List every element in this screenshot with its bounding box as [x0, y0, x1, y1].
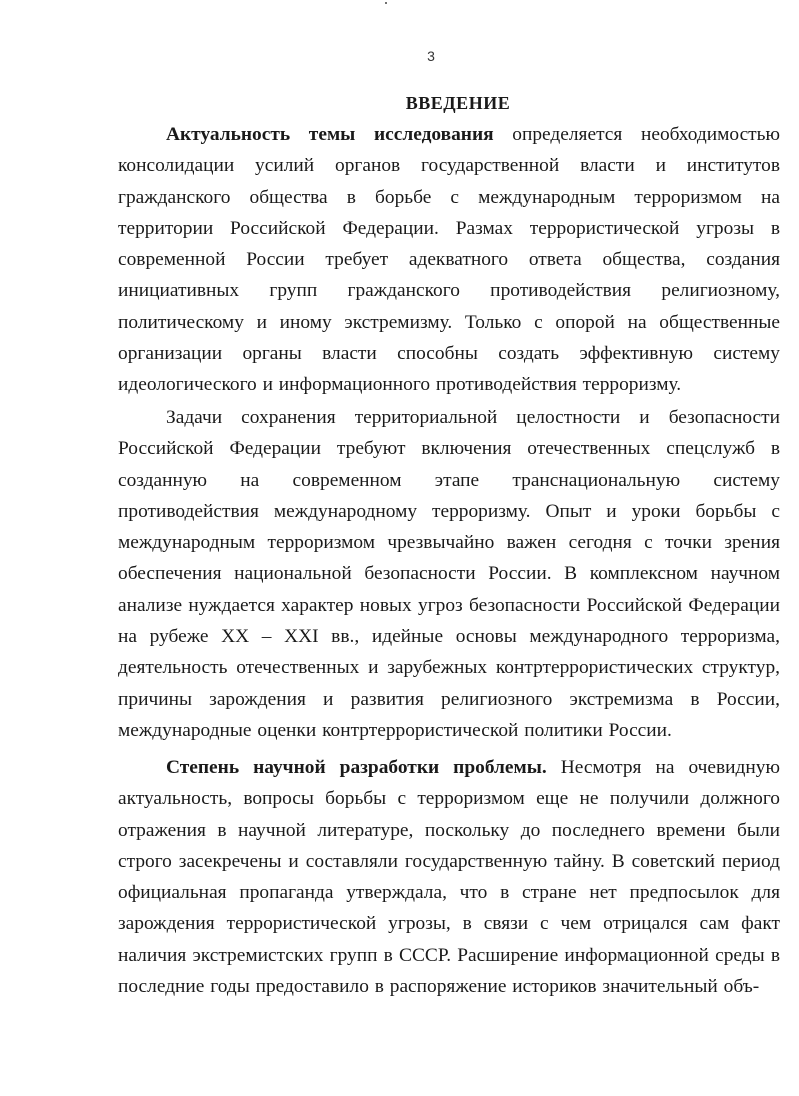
- paragraph-lead: Степень научной разработки проблемы.: [166, 757, 547, 778]
- page-number: 3: [427, 48, 435, 64]
- paragraph-text: Несмотря на очевидную актуальность, вопросы борьбы с терроризмом еще не получили должного отражения в научной литературе, поскольку до последнего времени были строго засекречены и составляли государственную тайну. В советский период официальная пропаганда утверждала, что в стране нет предпосылок для зарождения террористической угрозы, в связи с чем отрицался сам факт наличия экстремистских групп в СССР. Расширение информационной среды в последние годы предоставило в распоряжение историков значительный объ-: [118, 757, 780, 998]
- page-heading: ВВЕДЕНИЕ: [405, 93, 511, 113]
- paragraph-relevance: [118, 119, 780, 401]
- scan-dot: [385, 2, 387, 4]
- paragraph-lead: Актуальность темы исследования: [166, 124, 494, 145]
- paragraph-tasks: [118, 402, 780, 746]
- paragraph-research-degree: [118, 752, 780, 1002]
- paragraph-text: определяется необходимостью консолидации усилий органов государственной власти и институтов гражданского общества в борьбе с международным терроризмом на территории Российской Федерации. Размах террористической угрозы в современной России требует адекватного ответа общества, создания инициативных групп гражданского противодействия религиозному, политическому и иному экстремизму. Только с опорой на общественные организации органы власти способны создать эффективную систему идеологического и информационного противодействия терроризму.: [118, 124, 780, 396]
- paragraph-text: Задачи сохранения территориальной целостности и безопасности Российской Федерации требуют включения отечественных спецслужб в созданную на современном этапе транснациональную систему противодействия международному терроризму. Опыт и уроки борьбы с международным терроризмом чрезвычайно важен сегодня с точки зрения обеспечения национальной безопасности России. В комплексном научном анализе нуждается характер новых угроз безопасности Российской Федерации на рубеже XX – XXI вв., идейные основы международного терроризма, деятельность отечественных и зарубежных контртеррористических структур, причины зарождения и развития религиозного экстремизма в России, международные оценки контртеррористической политики России.: [118, 407, 780, 741]
